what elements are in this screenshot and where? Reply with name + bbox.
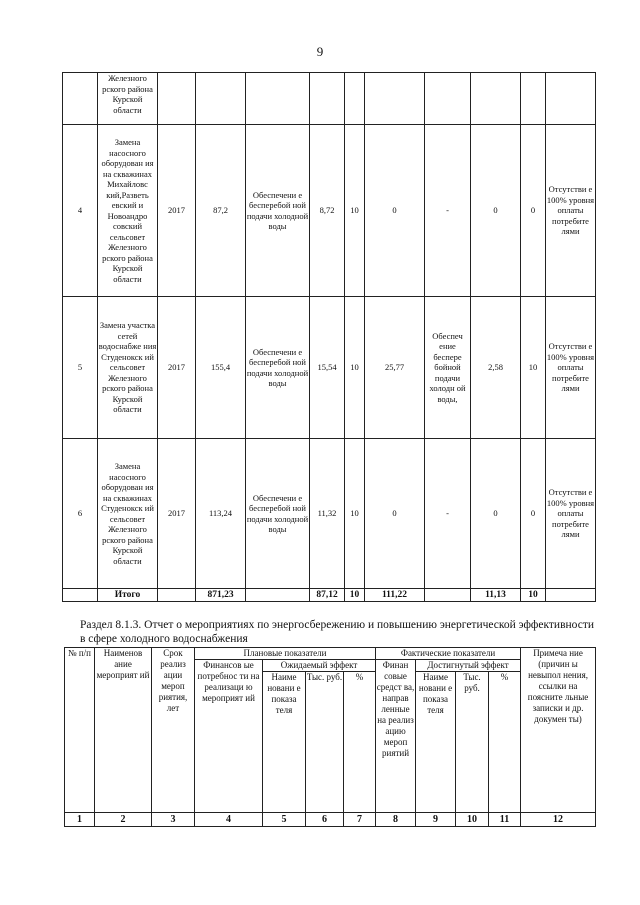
col-number: 5: [263, 813, 306, 827]
expected-pct-cell: 10: [345, 439, 365, 589]
col-number: 8: [376, 813, 416, 827]
total-label: Итого: [98, 589, 158, 602]
actual-pct-cell: 0: [521, 125, 546, 297]
total-cell-empty: [425, 589, 471, 602]
header-num: № п/п: [65, 648, 95, 813]
row-number-cell: 4: [63, 125, 98, 297]
actual-effect-cell: -: [425, 439, 471, 589]
actual-sum-cell: 0: [471, 439, 521, 589]
total-cell-empty: [546, 589, 596, 602]
total-fact-sum: 111,22: [365, 589, 425, 602]
col-number: 12: [521, 813, 596, 827]
year-cell: 2017: [158, 125, 196, 297]
header-indicator-name-fact: Наиме новани е показа теля: [416, 672, 456, 813]
header-pct-plan: %: [344, 672, 376, 813]
note-cell: Отсутстви е 100% уровня оплаты потребите лями: [546, 125, 596, 297]
row-number-cell: 5: [63, 297, 98, 439]
expected-effect-cell: Обеспечени е бесперебой ной подачи холодной воды: [246, 297, 310, 439]
expected-effect-cell: Обеспечени е бесперебой ной подачи холодной воды: [246, 125, 310, 297]
header-expected-effect: Ожидаемый эффект: [263, 660, 376, 672]
total-cell-empty: [158, 589, 196, 602]
note-cell: Отсутстви е 100% уровня оплаты потребите лями: [546, 439, 596, 589]
actual-sum-cell: 0: [471, 125, 521, 297]
header-thous-plan: Тыс. руб.: [306, 672, 344, 813]
header-term: Срок реализ ации мероп риятия, лет: [152, 648, 195, 813]
expected-effect-cell: Обеспечени е бесперебой ной подачи холодной воды: [246, 439, 310, 589]
total-row: [63, 589, 596, 602]
expected-effect-cell: [246, 73, 310, 125]
col-number: 3: [152, 813, 195, 827]
actual-pct-cell: 10: [521, 297, 546, 439]
header-plan: Плановые показатели: [195, 648, 376, 660]
results-table-body: [63, 73, 596, 589]
table-row: [63, 73, 596, 125]
measure-name-cell: Замена участка сетей водоснабже ния Студенокск ий сельсовет Железного рского района Курской области: [98, 297, 158, 439]
expected-pct-cell: 10: [345, 297, 365, 439]
cost-cell: [196, 73, 246, 125]
col-number: 9: [416, 813, 456, 827]
actual-effect-cell: -: [425, 125, 471, 297]
year-cell: 2017: [158, 297, 196, 439]
header-thous-fact: Тыс. руб.: [456, 672, 489, 813]
total-cell-empty: [63, 589, 98, 602]
actual-funds-cell: [365, 73, 425, 125]
expected-pct-cell: 10: [345, 125, 365, 297]
col-number: 4: [195, 813, 263, 827]
total-fact-val: 11,13: [471, 589, 521, 602]
expected-sum-cell: 15,54: [310, 297, 345, 439]
table-row: [63, 297, 596, 439]
measure-name-cell: Замена насосного оборудован ия на скважинах Михайловс кий,Разветь евский и Новоандро совский сельсовет Железного рского района Курской области: [98, 125, 158, 297]
col-number: 10: [456, 813, 489, 827]
header-fact: Фактические показатели: [376, 648, 521, 660]
actual-effect-cell: Обеспеч ение беспере бойной подачи холодн ой воды,: [425, 297, 471, 439]
measures-results-table: [62, 72, 596, 602]
expected-sum-cell: [310, 73, 345, 125]
header-fin-need: Финансов ые потребнос ти на реализаци ю мероприят ий: [195, 660, 263, 813]
year-cell: 2017: [158, 439, 196, 589]
table-row: [63, 125, 596, 297]
total-cost: 871,23: [196, 589, 246, 602]
actual-funds-cell: 0: [365, 439, 425, 589]
actual-pct-cell: 0: [521, 439, 546, 589]
expected-sum-cell: 11,32: [310, 439, 345, 589]
cost-cell: 113,24: [196, 439, 246, 589]
section-heading: Раздел 8.1.3. Отчет о мероприятиях по энергосбережению и повышению энергетической эффективности в сфере холодного водоснабжения: [80, 619, 594, 645]
header-fin-funds: Финан совые средст ва, направ ленные на реализ ацию мероп риятий: [376, 660, 416, 813]
col-number: 7: [344, 813, 376, 827]
header-indicator-name-plan: Наиме новани е показа теля: [263, 672, 306, 813]
total-pct: 10: [345, 589, 365, 602]
row-number-cell: [63, 73, 98, 125]
header-note: Примеча ние (причин ы невыпол нения, ссылки на поясните льные записки и др. докумен ты): [521, 648, 596, 813]
table-row: [63, 439, 596, 589]
report-header-table: [64, 647, 596, 827]
actual-sum-cell: [471, 73, 521, 125]
page-number: 9: [316, 44, 324, 59]
measure-name-cell: Железного рского района Курской области: [98, 73, 158, 125]
note-cell: [546, 73, 596, 125]
col-number: 6: [306, 813, 344, 827]
header-name: Наименов ание мероприят ий: [95, 648, 152, 813]
actual-funds-cell: 25,77: [365, 297, 425, 439]
col-number: 2: [95, 813, 152, 827]
actual-pct-cell: [521, 73, 546, 125]
note-cell: Отсутстви е 100% уровня оплаты потребите лями: [546, 297, 596, 439]
total-cell-empty: [246, 589, 310, 602]
total-sum: 87,12: [310, 589, 345, 602]
year-cell: [158, 73, 196, 125]
actual-funds-cell: 0: [365, 125, 425, 297]
measure-name-cell: Замена насосного оборудован ия на скважинах Студенокск ий сельсовет Железного рского района Курской области: [98, 439, 158, 589]
col-number: 1: [65, 813, 95, 827]
header-pct-fact: %: [489, 672, 521, 813]
total-fact-pct: 10: [521, 589, 546, 602]
row-number-cell: 6: [63, 439, 98, 589]
cost-cell: 87,2: [196, 125, 246, 297]
cost-cell: 155,4: [196, 297, 246, 439]
header-row-1: [65, 648, 596, 660]
actual-sum-cell: 2,58: [471, 297, 521, 439]
col-number: 11: [489, 813, 521, 827]
column-number-row: [65, 813, 596, 827]
expected-sum-cell: 8,72: [310, 125, 345, 297]
expected-pct-cell: [345, 73, 365, 125]
header-achieved-effect: Достигнутый эффект: [416, 660, 521, 672]
actual-effect-cell: [425, 73, 471, 125]
